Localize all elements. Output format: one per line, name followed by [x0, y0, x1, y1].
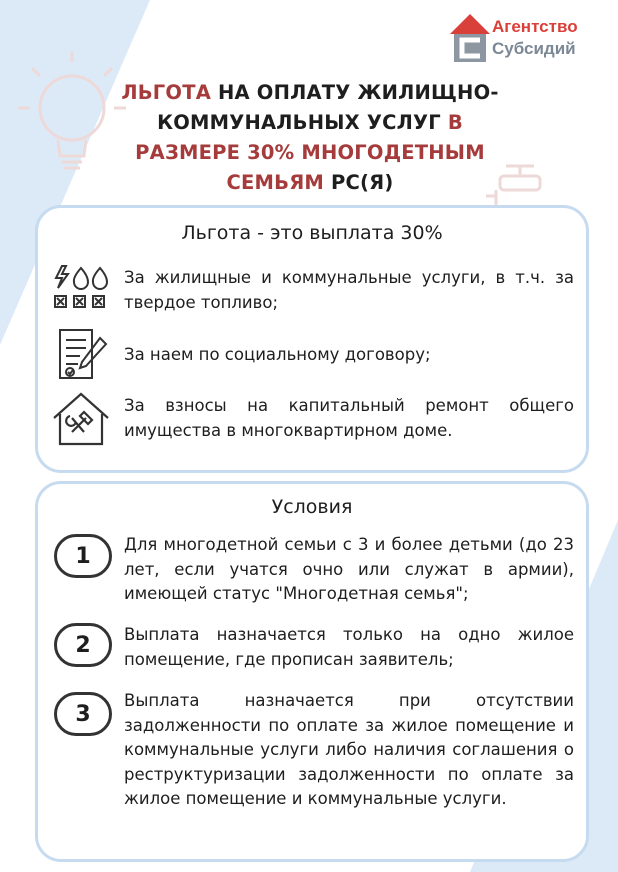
- title-part: РАЗМЕРЕ 30% МНОГОДЕТНЫМ: [135, 141, 485, 164]
- logo: [448, 12, 598, 64]
- utilities-icon: [52, 264, 110, 312]
- title-part: РС(Я): [324, 171, 394, 194]
- condition-text: Для многодетной семьи с 3 и более детьми (до 23 лет, если учатся очно или служат в армии), имеющей статус "Многодетная семья";: [124, 535, 574, 603]
- condition-number-badge: 3: [54, 692, 112, 736]
- logo-emblem-icon: [448, 12, 492, 64]
- benefit-card: [35, 205, 589, 473]
- conditions-card: [35, 481, 589, 862]
- benefit-item-text: За жилищные и коммунальные услуги, в т.ч. за твердое топливо;: [124, 268, 574, 312]
- condition-text: Выплата назначается только на одно жилое помещение, где прописан заявитель;: [124, 625, 574, 669]
- title-part: НА ОПЛАТУ ЖИЛИЩНО-: [211, 81, 499, 104]
- benefit-item-text: За наем по социальному договору;: [124, 345, 431, 364]
- page-title: [60, 78, 560, 198]
- title-part: КОММУНАЛЬНЫХ УСЛУГ: [157, 111, 441, 134]
- title-part: ЛЬГОТА: [121, 81, 211, 104]
- condition-number-badge: 1: [54, 534, 112, 578]
- condition-number-badge: 2: [54, 623, 112, 667]
- logo-line2: Субсидий: [492, 39, 576, 58]
- contract-icon: [54, 326, 110, 382]
- logo-line1: Агентство: [492, 17, 578, 36]
- benefit-item-text: За взносы на капитальный ремонт общего имущества в многоквартирном доме.: [124, 396, 574, 440]
- title-part: В: [440, 111, 463, 134]
- condition-text: Выплата назначается при отсутствии задолженности по оплате за жилое помещение и коммунальные услуги либо наличия соглашения о реструктуризации задолженности по оплате за жилое помещение и коммунальные услуги.: [124, 691, 574, 808]
- title-part: СЕМЬЯМ: [226, 171, 325, 194]
- benefit-heading: Льгота - это выплата 30%: [181, 222, 443, 244]
- house-repair-icon: [50, 388, 112, 450]
- conditions-heading: Условия: [271, 496, 353, 518]
